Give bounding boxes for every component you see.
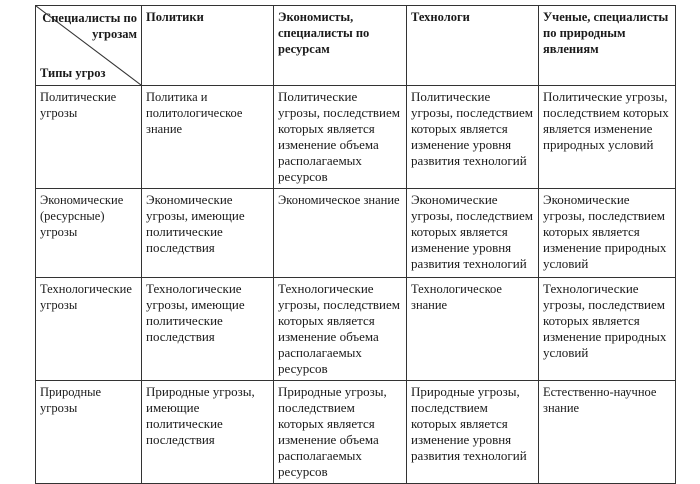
table-cell: Технологическое знание xyxy=(407,278,539,381)
header-row xyxy=(36,6,676,86)
row-label: Технологические угрозы xyxy=(36,278,142,381)
table-cell: Естественно-научное знание xyxy=(539,381,676,484)
table-cell: Природные угрозы, последствием которых является изменение уровня развития технологий xyxy=(407,381,539,484)
corner-bottom-label: Типы угроз xyxy=(40,66,106,80)
table-cell: Политические угрозы, последствием которых является изменение природных условий xyxy=(539,86,676,189)
threat-specialists-table xyxy=(35,5,676,484)
row-label: Экономические (ресурсные) угрозы xyxy=(36,189,142,278)
table-cell: Политические угрозы, последствием которых является изменение объема располагаемых ресурсов xyxy=(274,86,407,189)
table-cell: Политические угрозы, последствием которых является изменение уровня развития технологий xyxy=(407,86,539,189)
table-row-technological xyxy=(36,278,676,381)
table-cell: Природные угрозы, последствием которых является изменение объема располагаемых ресурсов xyxy=(274,381,407,484)
column-header-technologists: Технологи xyxy=(407,6,539,86)
table-row-political xyxy=(36,86,676,189)
table-cell: Экономические угрозы, последствием которых является изменение уровня развития технологий xyxy=(407,189,539,278)
table-cell: Технологические угрозы, имеющие политические последствия xyxy=(142,278,274,381)
table-cell: Природные угрозы, имеющие политические последствия xyxy=(142,381,274,484)
table-cell: Экономические угрозы, последствием которых является изменение природных условий xyxy=(539,189,676,278)
column-header-economists: Экономисты, специалисты по ресурсам xyxy=(274,6,407,86)
column-header-scientists: Ученые, специалисты по природным явлениям xyxy=(539,6,676,86)
column-header-politicians: Политики xyxy=(142,6,274,86)
row-label: Природные угрозы xyxy=(36,381,142,484)
table-cell: Технологические угрозы, последствием которых является изменение природных условий xyxy=(539,278,676,381)
table-cell: Политика и политологическое знание xyxy=(142,86,274,189)
corner-cell xyxy=(36,6,142,86)
corner-top-label: Специалисты по угрозам xyxy=(42,11,137,41)
table-cell: Экономическое знание xyxy=(274,189,407,278)
table-cell: Экономические угрозы, имеющие политические последствия xyxy=(142,189,274,278)
table-cell: Технологические угрозы, последствием которых является изменение объема располагаемых ресурсов xyxy=(274,278,407,381)
table-row-economic xyxy=(36,189,676,278)
row-label: Политические угрозы xyxy=(36,86,142,189)
table-row-natural xyxy=(36,381,676,484)
